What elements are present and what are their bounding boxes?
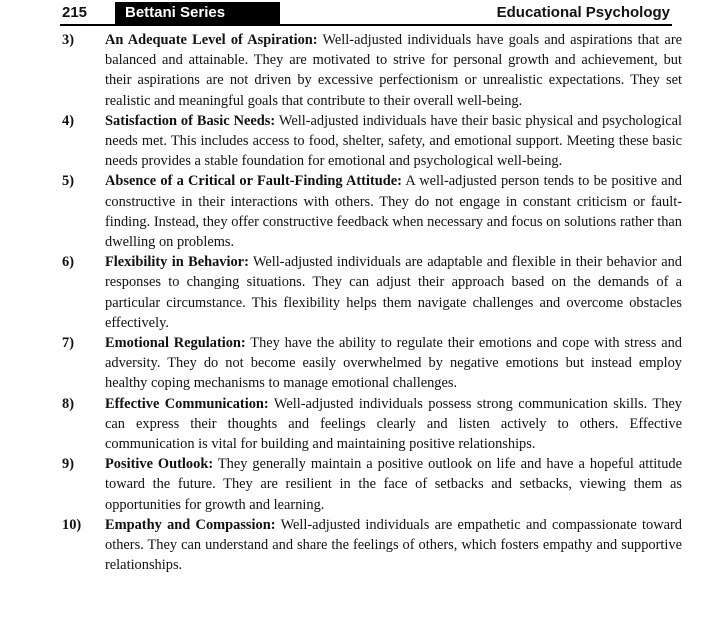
item-text: Well-adjusted individuals have their basic physical and psychological needs met. This includes access to food, shelter, safety, and emotional support. Meeting these basic needs provides a stable foundation for emotional and psychological well-being. [105, 112, 682, 170]
subject-title: Educational Psychology [496, 4, 670, 21]
item-text: Well-adjusted individuals are empathetic and compassionate toward others. They can understand and share the feelings of others, which fosters empathy and supportive relationships. [105, 516, 683, 574]
page-header [60, 2, 672, 26]
series-title: Bettani Series [125, 4, 226, 21]
item-number: 4) [62, 112, 74, 129]
document-body [62, 30, 682, 575]
item-number: 9) [62, 456, 74, 473]
item-text: Well-adjusted individuals possess strong communication skills. They can express their thoughts and feelings clearly and listen actively to others. Effective communication is vital for building and maintaining positive relationships. [105, 395, 682, 453]
item-number: 8) [62, 395, 74, 412]
item-title: Empathy and Compassion: [105, 516, 276, 533]
list-item [62, 454, 682, 515]
item-number: 10) [62, 516, 82, 533]
item-text: They generally maintain a positive outlook on life and have a hopeful attitude toward the future. They are resilient in the face of setbacks and setbacks, viewing them as opportunities for growth and learning. [105, 456, 683, 513]
item-title: Positive Outlook: [105, 456, 214, 473]
list-item [62, 252, 682, 333]
item-text: They have the ability to regulate their emotions and cope with stress and adversity. They do not become easily overwhelmed by negative emotions but instead employ healthy coping mechanisms to manage emotional challenges. [105, 335, 682, 392]
item-title: An Adequate Level of Aspiration: [105, 32, 318, 48]
list-item [62, 111, 682, 172]
list-item [62, 171, 682, 252]
item-number: 3) [62, 32, 74, 48]
series-banner [115, 2, 280, 24]
page-number: 215 [62, 4, 88, 21]
item-text: Well-adjusted individuals are adaptable and flexible in their behavior and responses to changing situations. They can adjust their approach based on the demands of a particular circumstance. This flexibility helps them navigate challenges and overcome obstacles effectively. [105, 254, 682, 331]
item-number: 7) [62, 335, 74, 352]
list-item [62, 515, 682, 576]
item-title: Effective Communication: [105, 395, 269, 412]
item-number: 5) [62, 173, 74, 190]
item-text: Well-adjusted individuals have goals and aspirations that are balanced and attainable. They are motivated to strive for personal growth and achievement, but their aspirations are not driven by excessive perfectionism or unrealistic expectations. They set realistic and meaningful goals that contribute to their overall well-being. [105, 32, 683, 109]
item-title: Emotional Regulation: [105, 335, 246, 352]
list-item [62, 394, 682, 455]
item-title: Satisfaction of Basic Needs: [105, 112, 276, 129]
item-number: 6) [62, 254, 74, 271]
item-title: Flexibility in Behavior: [105, 254, 249, 271]
list-item [62, 30, 682, 111]
item-text: A well-adjusted person tends to be positive and constructive in their interactions with others. They do not engage in constant criticism or fault-finding. Instead, they offer constructive feedback when necessary and focus on solutions rather than dwelling on problems. [105, 173, 683, 251]
item-title: Absence of a Critical or Fault-Finding Attitude: [105, 173, 402, 190]
list-item [62, 333, 682, 394]
